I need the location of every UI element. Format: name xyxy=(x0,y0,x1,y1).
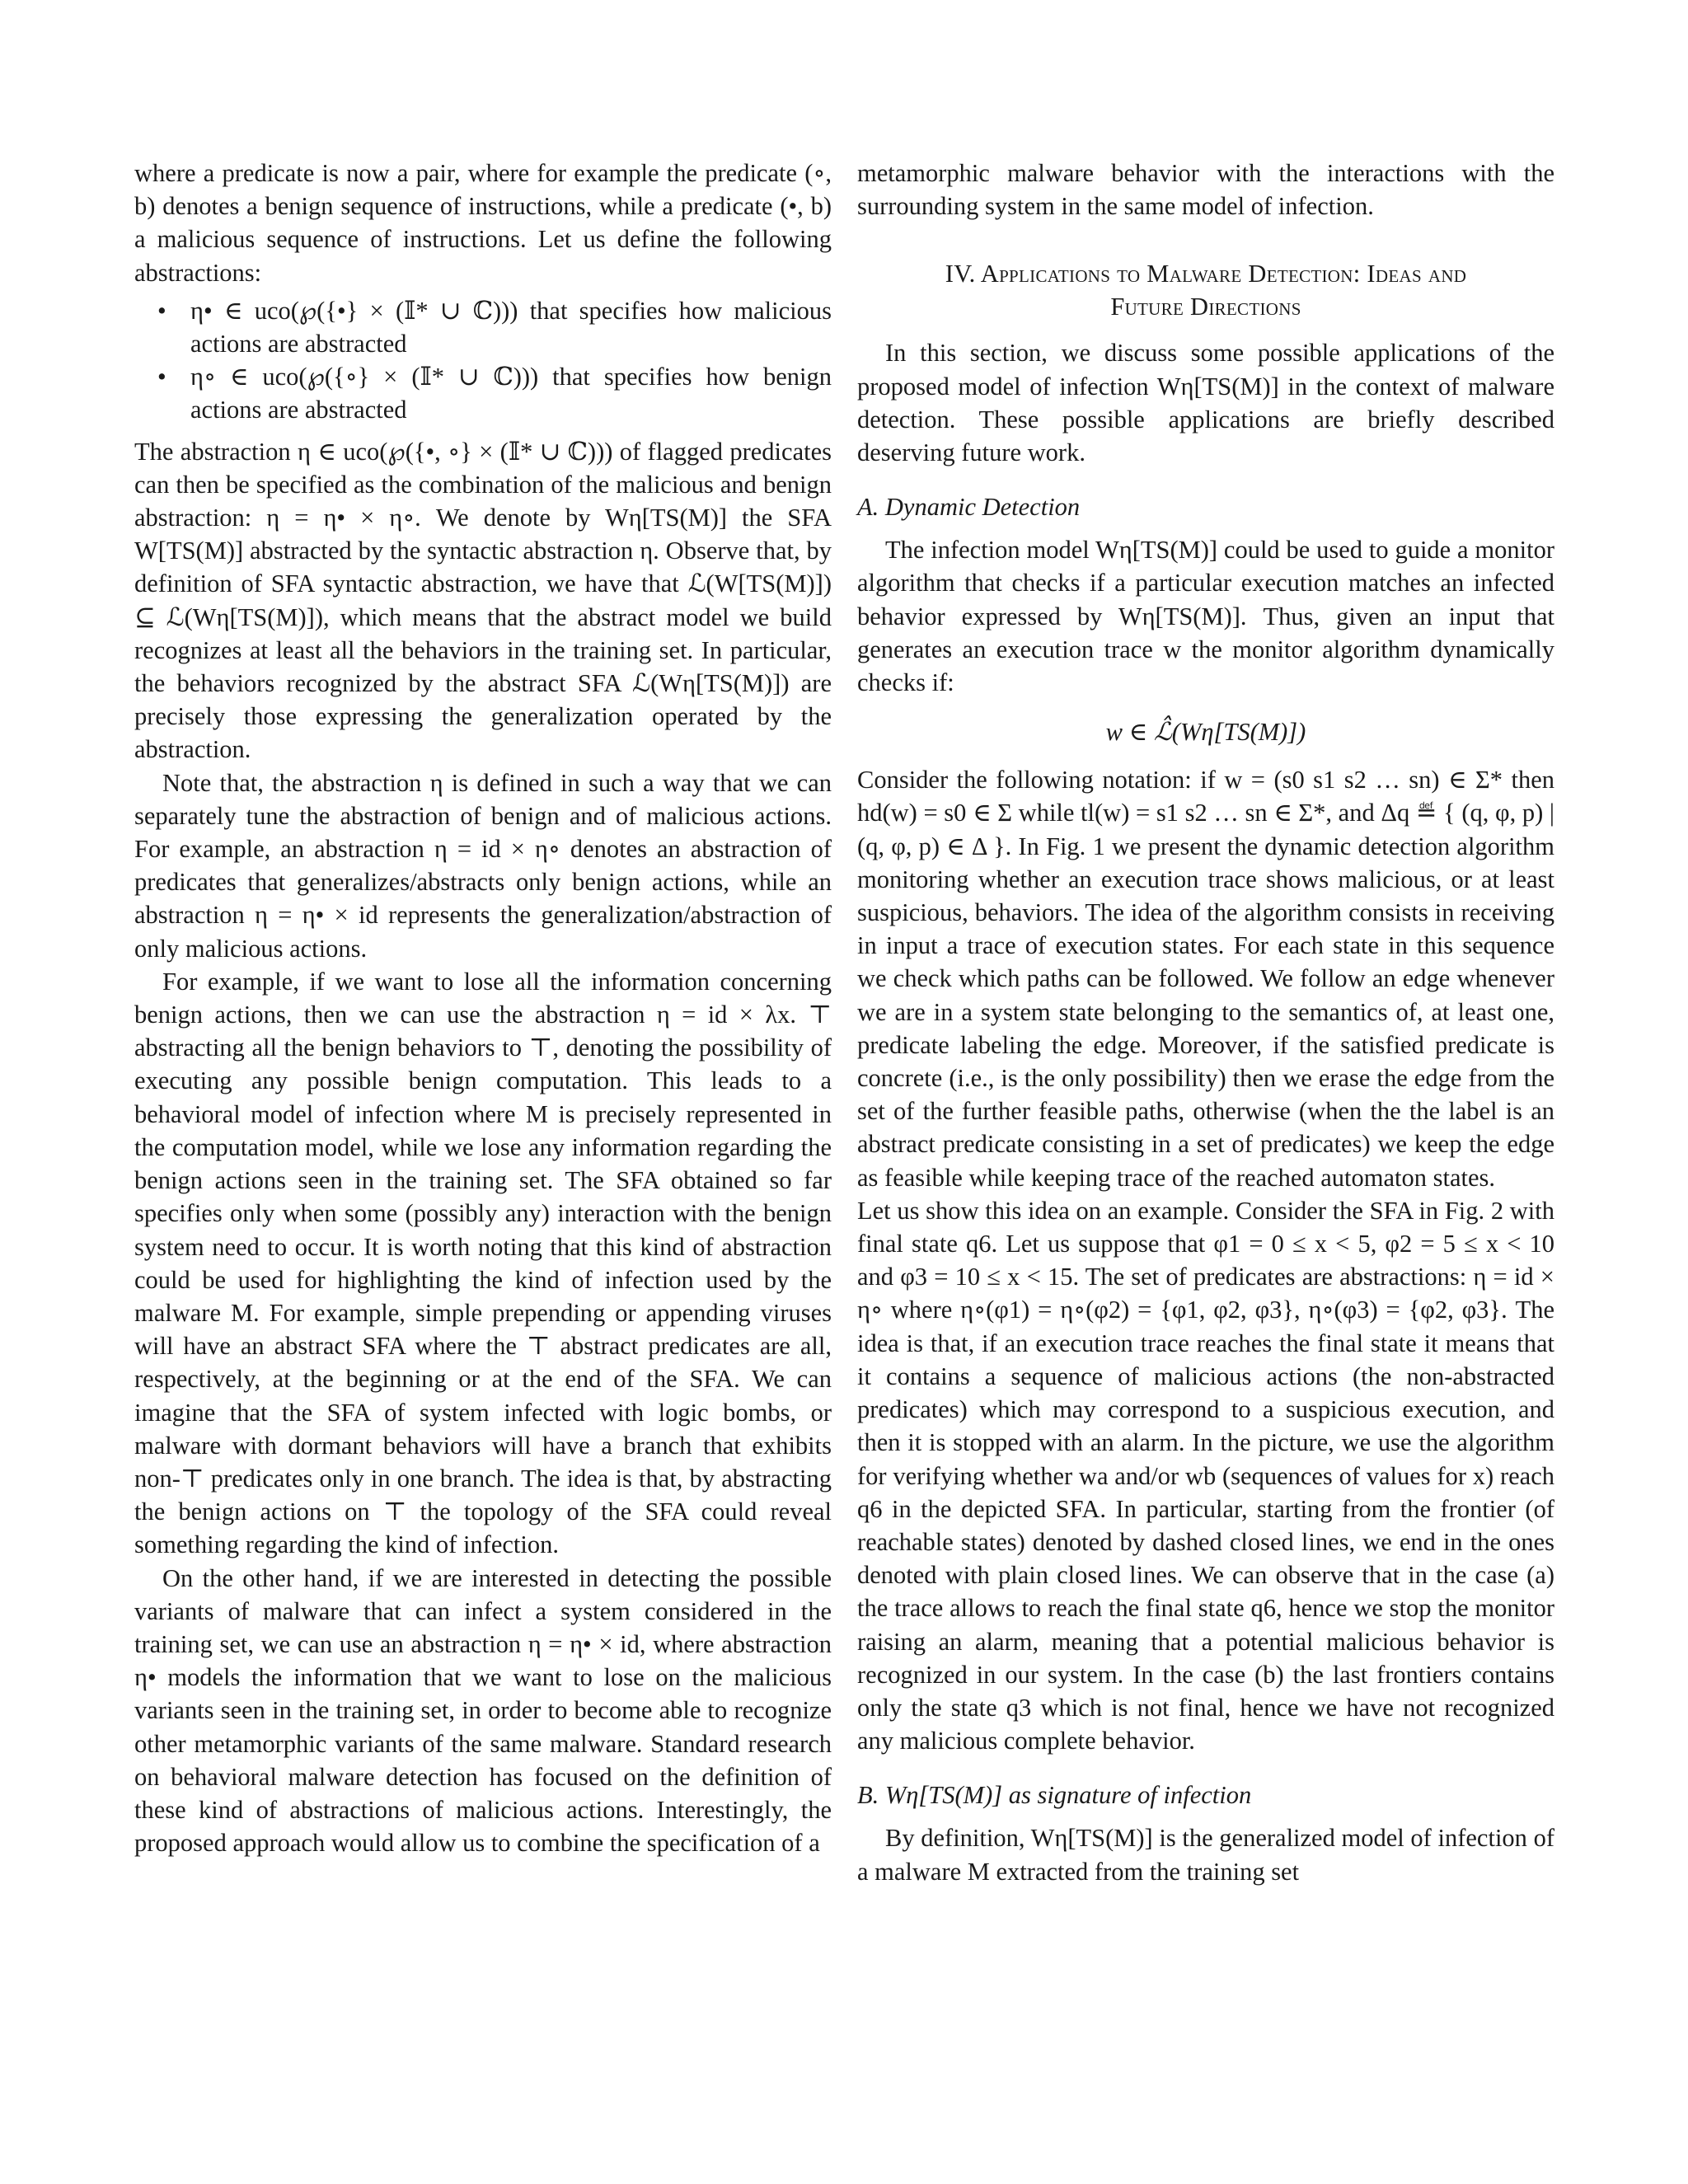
bullet-icon: • xyxy=(157,296,166,325)
bullet-icon: • xyxy=(157,363,166,391)
list-item xyxy=(157,294,832,360)
section-heading-line-1: IV. Applications to Malware Detection: Ideas and xyxy=(945,260,1467,288)
list-item-text: η• ∈ uco(℘({•} × (𝕀* ∪ ℂ))) that specifies how malicious actions are abstracted xyxy=(190,296,832,359)
subsection-heading-signature: B. Wη[TS(M)] as signature of infection xyxy=(857,1781,1252,1810)
list-item xyxy=(157,360,832,426)
paragraph: Let us show this idea on an example. Consider the SFA in Fig. 2 with final state q6. Let us suppose that φ1 = 0 ≤ x < 5, φ2 = 5 ≤ x < 10 and φ3 = 10 ≤ x < 15. The set of predicates are abstractions: η = id × η∘ where η∘(φ1) = η∘(φ2) = {φ1, φ2, φ3}, η∘(φ3) = {φ2, φ3}. The idea is that, if an execution trace reaches the final state it means that it contains a sequence of malicious actions (the non-abstracted predicates) which may correspond to a suspicious execution, and then it is stopped with an alarm. In the picture, we use the algorithm for verifying whether wa and/or wb (sequences of values for x) reach q6 in the depicted SFA. In particular, starting from the frontier (of reachable states) denoted by dashed closed lines, we end in the ones denoted with plain closed lines. We can observe that in the case (a) the trace allows to reach the final state q6, hence we stop the monitor raising an alarm, meaning that a potential malicious behavior is recognized in our system. In the case (b) the last frontiers contains only the state q3 which is not final, hence we have not recognized any malicious complete behavior. xyxy=(857,1196,1554,1755)
abstraction-list xyxy=(134,294,832,427)
paragraph: Consider the following notation: if w = (s0 s1 s2 … sn) ∈ Σ* then hd(w) = s0 ∈ Σ while tl(w) = s1 s2 … sn ∈ Σ*, and Δq ≝ { (q, φ, p) | (q, φ, p) ∈ Δ }. In Fig. 1 we present the dynamic detection algorithm monitoring whether an execution trace shows malicious, or at least suspicious, behaviors. The idea of the algorithm consists in receiving in input a trace of execution states. For each state in this sequence we check which paths can be followed. We follow an edge whenever we are in a system state belonging to the semantics of, at least one, predicate labeling the edge. Moreover, if the satisfied predicate is concrete (i.e., is the only possibility) then we erase the edge from the set of the further feasible paths, otherwise (when the the label is an abstract predicate consisting in a set of predicates) we keep the edge as feasible while keeping trace of the reached automaton states. xyxy=(857,766,1554,1192)
paragraph: Note that, the abstraction η is defined in such a way that we can separately tune the abstraction of benign and of malicious actions. For example, an abstraction η = id × η∘ denotes an abstraction of predicates that generalizes/abstracts only benign actions, while an abstraction η = η• × id represents the generalization/abstraction of only malicious actions. xyxy=(134,768,832,963)
display-equation: w ∈ ℒ̂(Wη[TS(M)]) xyxy=(1105,718,1306,747)
paragraph: The infection model Wη[TS(M)] could be used to guide a monitor algorithm that checks if a particular execution matches an infected behavior expressed by Wη[TS(M)]. Thus, given an input that generates an execution trace w the monitor algorithm dynamically checks if: xyxy=(857,536,1554,697)
section-heading xyxy=(857,257,1554,323)
paragraph: On the other hand, if we are interested in detecting the possible variants of malware that can infect a system considered in the training set, we can use an abstraction η = η• × id, where abstraction η• models the information that we want to lose on the malicious variants seen in the training set, in order to become able to recognize other metamorphic variants of the same malware. Standard research on behavioral malware detection has focused on the definition of these kind of abstractions of malicious actions. Interestingly, the proposed approach would allow us to combine the specification of a xyxy=(134,1563,832,1858)
paragraph: The abstraction η ∈ uco(℘({•, ∘} × (𝕀* ∪ ℂ))) of flagged predicates can then be specified as the combination of the malicious and benign abstraction: η = η• × η∘. We denote by Wη[TS(M)] the SFA W[TS(M)] abstracted by the syntactic abstraction η. Observe that, by definition of SFA syntactic abstraction, we have that ℒ(W[TS(M)]) ⊆ ℒ(Wη[TS(M)]), which means that the abstract model we build recognizes at least all the behaviors in the training set. In particular, the behaviors recognized by the abstract SFA ℒ(Wη[TS(M)]) are precisely those expressing the generalization operated by the abstraction. xyxy=(134,437,832,764)
paragraph: In this section, we discuss some possible applications of the proposed model of infection Wη[TS(M)] in the context of malware detection. These possible applications are briefly described deserving future work. xyxy=(857,339,1554,467)
subsection-heading-dynamic-detection: A. Dynamic Detection xyxy=(857,493,1081,522)
section-heading-line-2: Future Directions xyxy=(1110,293,1301,321)
paragraph: For example, if we want to lose all the information concerning benign actions, then we can use the abstraction η = id × λx. ⊤ abstracting all the benign behaviors to ⊤, denoting the possibility of executing any possible benign computation. This leads to a behavioral model of infection where M is precisely represented in the computation model, while we lose any information regarding the benign actions seen in the training set. The SFA obtained so far specifies only when some (possibly any) interaction with the benign system need to occur. It is worth noting that this kind of abstraction could be used for highlighting the kind of infection used by the malware M. For example, simple prepending or appending viruses will have an abstract SFA where the ⊤ abstract predicates are all, respectively, at the beginning or at the end of the SFA. We can imagine that the SFA of system infected with logic bombs, or malware with dormant behaviors will have a branch that exhibits non-⊤ predicates only in one branch. The idea is that, by abstracting the benign actions on ⊤ the topology of the SFA could reveal something regarding the kind of infection. xyxy=(134,967,832,1559)
paragraph: By definition, Wη[TS(M)] is the generalized model of infection of a malware M extracted from the training set xyxy=(857,1824,1554,1886)
paragraph: where a predicate is now a pair, where for example the predicate (∘, b) denotes a benign sequence of instructions, while a predicate (•, b) a malicious sequence of instructions. Let us define the following abstractions: xyxy=(134,159,832,287)
left-column xyxy=(134,157,832,1859)
list-item-text: η∘ ∈ uco(℘({∘} × (𝕀* ∪ ℂ))) that specifies how benign actions are abstracted xyxy=(190,363,832,424)
paragraph: metamorphic malware behavior with the interactions with the surrounding system in the same model of infection. xyxy=(857,159,1554,221)
right-column xyxy=(857,157,1554,1888)
